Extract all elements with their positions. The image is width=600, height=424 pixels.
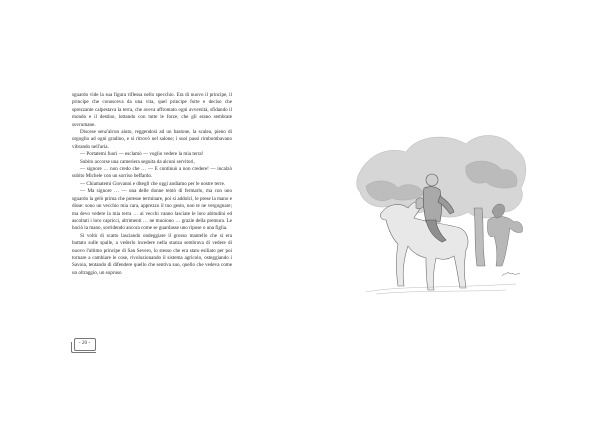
ground-shading bbox=[366, 284, 516, 294]
artist-signature bbox=[502, 272, 520, 276]
body-text bbox=[72, 92, 232, 277]
paragraph: Discese senz'alcun aiuto, reggendosi ad un bastone, la scalea, pieno di orgoglio ad ogni gradino, e si ritrovò nel salone; i suoi passi rimbombavano vibrando nell'aria. bbox=[72, 129, 232, 150]
paragraph: Subito accorse una cameriera seguita da alcuni servitori, bbox=[80, 158, 195, 165]
paragraph: — Chiamatemi Giovanni e ditegli che oggi andiamo per le nostre terre. bbox=[80, 180, 226, 187]
paragraph: — signore … non credo che … — E continuò a non credere! — incalzò subito Michele con un sorriso beffardo. bbox=[72, 166, 232, 180]
paragraph: — Portatemi fuori — esclamò — voglio vedere la mia terra! bbox=[80, 151, 204, 158]
background-horse bbox=[487, 204, 522, 266]
paragraph: — Ma signore … — una delle donne tentò di fermarlo, ma con uno sguardo la gelò prima che potesse terminare, poi si addolcì, le prese la mano e disse: sono un vecchio mia cara, apprezzo il tuo gesto, non te ne vergognare; ma devo vedere la mia terra … ai vecchi vanno lasciate le loro abitudini ed ascoltati i loro capricci, altrimenti … ne muoiono … grazie della premura. Le baciò la mano, sorridendo ancora come se guardasse uno ripose o una figlia. bbox=[72, 188, 232, 232]
page-number: - 20 - bbox=[78, 340, 91, 346]
paragraph: Si voltò di scatto lasciando ondeggiare il grosso mantello che si era buttato sulle spalle, a vederlo incedere nella stanza sembrava di vedere di nuovo l'ultimo principe di San Severo, lo stesso che era stato esiliato per poi tornare a cambiare le cose, rivoluzionando il sistema agricolo, osteggiando i Savoia, tentando di difendere quello che sentiva suo, quello che vedeva come un oltraggio, un sopruso bbox=[72, 232, 232, 276]
page-number-badge bbox=[70, 337, 98, 354]
horse-rider-illustration bbox=[356, 116, 529, 296]
paragraph: sguardo vide la sua figura riflessa nello specchio. Era di nuovo il principe, il principe che conosceva da una vita, quel principe forte e deciso che sprezzante calpestava la terra, che aveva affrontato ogni avversità, sfidando il mondo e il destino, lottando con tutte le forze, che gli erano sembrate sovrumane. bbox=[72, 92, 232, 128]
